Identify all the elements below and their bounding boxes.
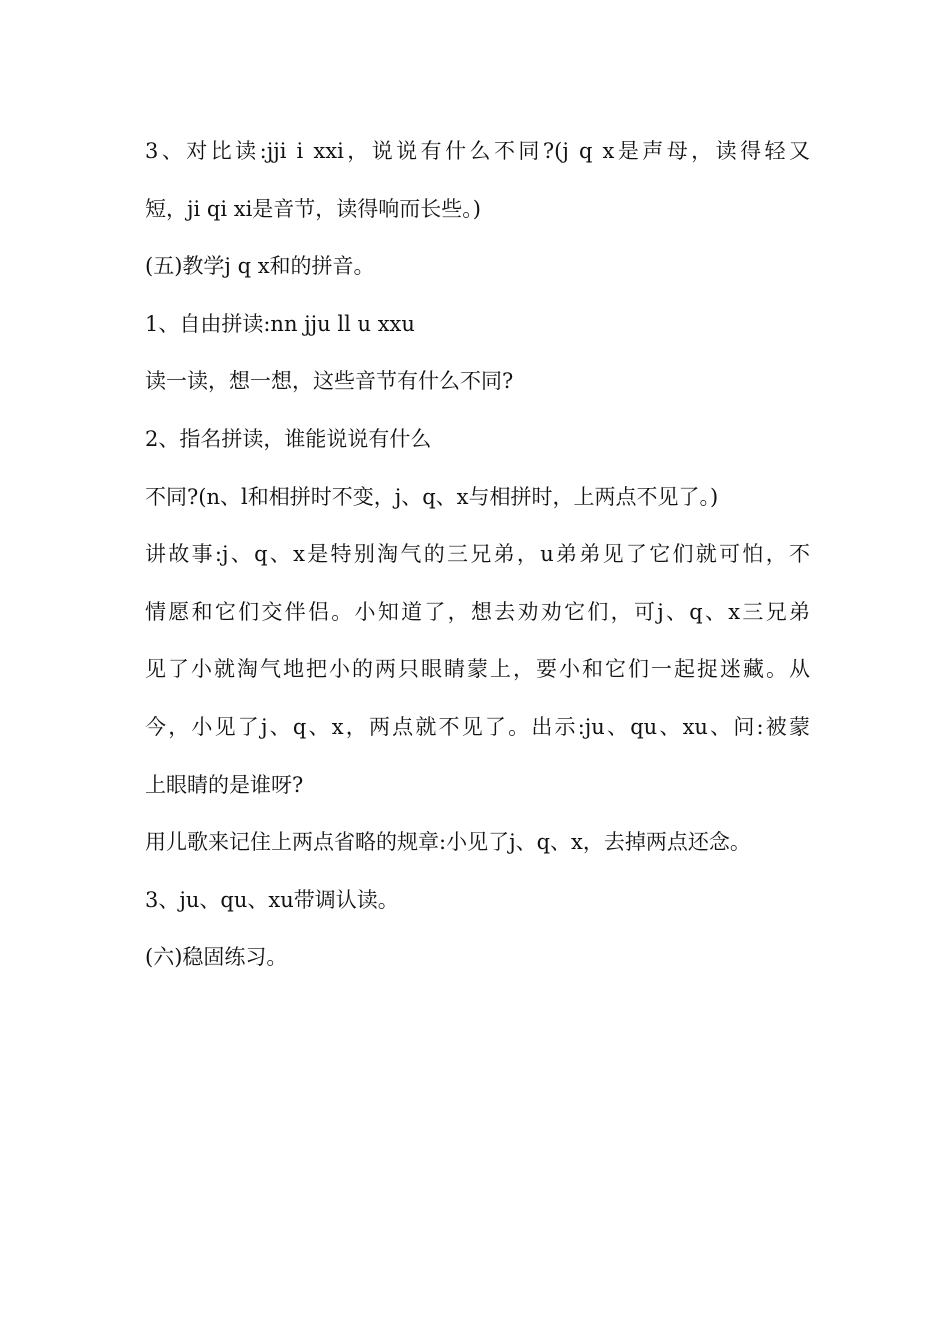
paragraph-line: 1、自由拼读:nn jju ll u xxu: [145, 311, 415, 336]
paragraph-line: 今，小见了j、q、x，两点就不见了。出示:ju、qu、xu、问:被蒙: [145, 714, 810, 739]
paragraph-line: 3、ju、qu、xu带调认读。: [145, 887, 399, 912]
section-heading: (六)稳固练习。: [145, 945, 288, 970]
paragraph-line: 2、指名拼读，谁能说说有什么: [145, 426, 432, 451]
paragraph-line: 上眼睛的是谁呀?: [145, 772, 304, 797]
paragraph-line: 用儿歌来记住上两点省略的规章:小见了j、q、x，去掉两点还念。: [145, 830, 751, 855]
paragraph-line: 3、对比读:jji i xxi，说说有什么不同?(j q x是声母，读得轻又: [145, 139, 810, 163]
document-body: [145, 128, 810, 992]
paragraph-line: 读一读，想一想，这些音节有什么不同?: [145, 369, 514, 394]
paragraph-line: 讲故事:j、q、x是特别淘气的三兄弟，u弟弟见了它们就可怕，不: [145, 542, 810, 567]
paragraph-line: 情愿和它们交伴侣。小知道了，想去劝劝它们，可j、q、x三兄弟: [145, 599, 810, 624]
section-heading: (五)教学j q x和的拼音。: [145, 254, 375, 279]
paragraph-line: 见了小就淘气地把小的两只眼睛蒙上，要小和它们一起捉迷藏。从: [145, 657, 810, 682]
paragraph-line: 不同?(n、l和相拼时不变，j、q、x与相拼时，上两点不见了。): [145, 484, 719, 509]
paragraph-line: 短，ji qi xi是音节，读得响而长些。): [145, 196, 481, 221]
